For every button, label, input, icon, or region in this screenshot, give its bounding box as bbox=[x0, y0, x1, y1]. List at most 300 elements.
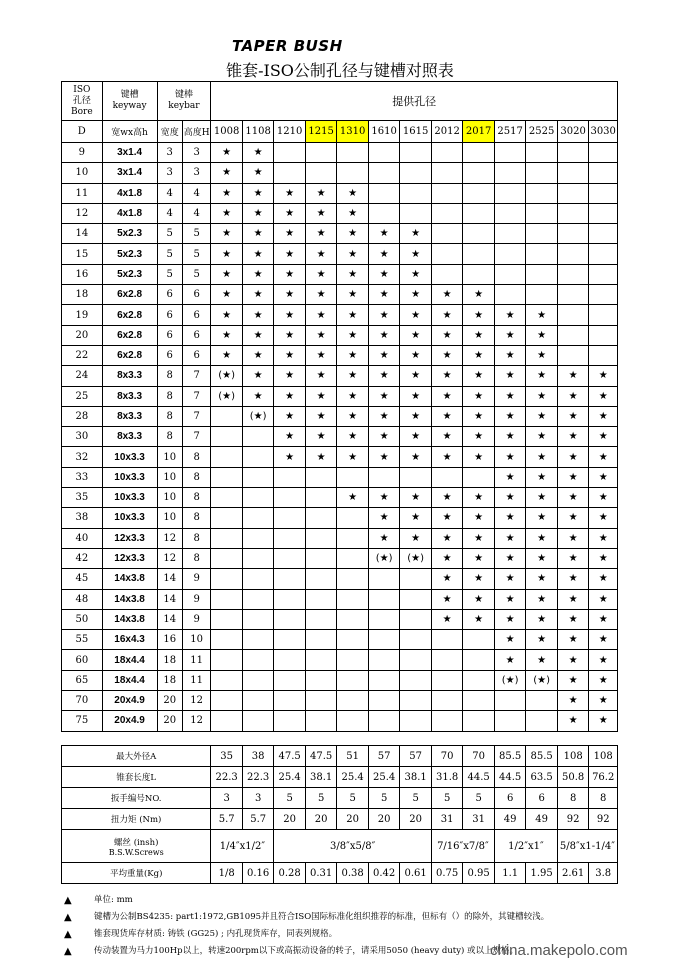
availability-cell bbox=[557, 285, 589, 305]
table-row bbox=[62, 630, 618, 650]
availability-cell bbox=[557, 630, 589, 650]
star-icon: ★ bbox=[285, 411, 295, 422]
star-icon: ★ bbox=[348, 187, 358, 199]
availability-cell bbox=[368, 224, 400, 244]
availability-cell bbox=[274, 366, 306, 386]
availability-cell bbox=[242, 163, 274, 183]
availability-cell bbox=[557, 691, 589, 711]
star-icon: ★ bbox=[411, 309, 421, 321]
bore-cell: 32 bbox=[62, 447, 103, 467]
availability-cell bbox=[431, 670, 463, 690]
spec-value: 31.8 bbox=[431, 767, 463, 788]
star-icon: ★ bbox=[598, 370, 608, 382]
availability-cell bbox=[589, 203, 618, 223]
availability-cell bbox=[368, 345, 400, 365]
availability-cell bbox=[242, 569, 274, 589]
availability-cell bbox=[337, 406, 369, 426]
star-icon: ★ bbox=[222, 248, 232, 260]
availability-cell bbox=[431, 589, 463, 609]
star-icon: ★ bbox=[348, 289, 358, 301]
availability-cell bbox=[368, 630, 400, 650]
availability-cell bbox=[589, 224, 618, 244]
spec-value: 3/8″x5/8″ bbox=[274, 830, 432, 863]
keybar-width-cell: 3 bbox=[157, 143, 182, 163]
star-icon: ★ bbox=[505, 654, 515, 666]
availability-cell bbox=[305, 589, 337, 609]
header-keyway bbox=[102, 82, 157, 121]
availability-cell bbox=[526, 609, 558, 629]
availability-cell bbox=[274, 143, 306, 163]
availability-cell bbox=[526, 203, 558, 223]
star-icon: ★ bbox=[442, 451, 452, 463]
availability-cell bbox=[526, 305, 558, 325]
availability-cell bbox=[526, 569, 558, 589]
availability-cell bbox=[494, 203, 526, 223]
availability-cell bbox=[463, 691, 495, 711]
spec-label: 最大外径A bbox=[62, 746, 211, 767]
table-row bbox=[62, 488, 618, 508]
availability-cell bbox=[589, 548, 618, 568]
availability-cell bbox=[463, 589, 495, 609]
spec-value: 0.95 bbox=[463, 863, 495, 884]
star-icon: ★ bbox=[537, 329, 547, 341]
availability-cell bbox=[242, 143, 274, 163]
availability-cell bbox=[211, 589, 243, 609]
availability-cell bbox=[526, 589, 558, 609]
keybar-height-cell: 11 bbox=[182, 670, 210, 690]
availability-cell bbox=[305, 508, 337, 528]
star-icon: ★ bbox=[505, 573, 515, 585]
availability-cell bbox=[557, 386, 589, 406]
bore-cell: 70 bbox=[62, 691, 103, 711]
keyway-cell: 10x3.3 bbox=[102, 447, 157, 467]
keybar-height-cell: 9 bbox=[182, 569, 210, 589]
keybar-width-cell: 16 bbox=[157, 630, 182, 650]
availability-cell bbox=[526, 467, 558, 487]
star-icon: ★ bbox=[598, 492, 608, 504]
availability-cell bbox=[274, 244, 306, 264]
availability-cell bbox=[305, 285, 337, 305]
star-icon: ★ bbox=[568, 471, 578, 483]
availability-cell bbox=[494, 325, 526, 345]
availability-cell bbox=[494, 691, 526, 711]
availability-cell bbox=[400, 508, 432, 528]
availability-cell bbox=[589, 488, 618, 508]
availability-cell bbox=[557, 650, 589, 670]
star-icon: ★ bbox=[316, 431, 326, 443]
star-icon: ★ bbox=[474, 411, 484, 422]
availability-cell bbox=[305, 143, 337, 163]
star-icon: ★ bbox=[411, 411, 421, 422]
availability-cell bbox=[589, 163, 618, 183]
keyway-cell: 5x2.3 bbox=[102, 264, 157, 284]
star-icon: ★ bbox=[253, 147, 263, 159]
availability-cell bbox=[242, 224, 274, 244]
availability-cell bbox=[431, 406, 463, 426]
spec-label: 锥套长度L bbox=[62, 767, 211, 788]
bore-cell: 33 bbox=[62, 467, 103, 487]
availability-cell bbox=[305, 366, 337, 386]
availability-cell bbox=[337, 427, 369, 447]
size-header-2525: 2525 bbox=[526, 121, 558, 143]
availability-cell bbox=[305, 569, 337, 589]
spec-label bbox=[62, 830, 211, 863]
header-width: 宽度 bbox=[157, 121, 182, 143]
keybar-width-cell: 5 bbox=[157, 224, 182, 244]
star-icon: ★ bbox=[474, 553, 484, 565]
availability-cell bbox=[494, 528, 526, 548]
availability-cell bbox=[305, 488, 337, 508]
availability-cell bbox=[494, 366, 526, 386]
availability-cell bbox=[337, 670, 369, 690]
star-icon: ★ bbox=[222, 309, 232, 321]
spec-value: 20 bbox=[368, 809, 400, 830]
bore-cell: 28 bbox=[62, 406, 103, 426]
availability-cell bbox=[431, 711, 463, 731]
availability-cell bbox=[557, 427, 589, 447]
availability-cell bbox=[400, 711, 432, 731]
header-keyway-line: keyway bbox=[112, 101, 147, 111]
availability-cell bbox=[557, 711, 589, 731]
spec-value: 6 bbox=[526, 788, 558, 809]
keybar-height-cell: 4 bbox=[182, 183, 210, 203]
star-icon: ★ bbox=[348, 228, 358, 240]
availability-cell bbox=[431, 569, 463, 589]
availability-cell bbox=[431, 427, 463, 447]
availability-cell bbox=[589, 650, 618, 670]
keyway-cell: 10x3.3 bbox=[102, 488, 157, 508]
availability-cell bbox=[337, 488, 369, 508]
star-icon: ★ bbox=[598, 411, 608, 422]
availability-cell bbox=[400, 143, 432, 163]
spec-value: 8 bbox=[589, 788, 618, 809]
spec-value: 31 bbox=[463, 809, 495, 830]
table-row bbox=[62, 264, 618, 284]
spec-table bbox=[61, 745, 618, 884]
availability-cell bbox=[274, 548, 306, 568]
triangle-bullet-icon: ▲ bbox=[64, 929, 72, 940]
header-bore bbox=[62, 82, 103, 121]
star-icon: ★ bbox=[316, 350, 326, 362]
availability-cell bbox=[526, 548, 558, 568]
spec-value: 8 bbox=[557, 788, 589, 809]
keyway-cell: 14x3.8 bbox=[102, 589, 157, 609]
availability-cell bbox=[211, 548, 243, 568]
star-icon: ★ bbox=[505, 492, 515, 504]
star-icon: ★ bbox=[379, 329, 389, 341]
star-icon: ★ bbox=[598, 593, 608, 605]
availability-cell bbox=[368, 569, 400, 589]
availability-cell bbox=[242, 406, 274, 426]
availability-cell bbox=[242, 244, 274, 264]
star-icon: ★ bbox=[222, 268, 232, 280]
availability-cell bbox=[526, 325, 558, 345]
bore-cell: 45 bbox=[62, 569, 103, 589]
availability-cell bbox=[431, 650, 463, 670]
availability-cell bbox=[337, 548, 369, 568]
availability-cell bbox=[526, 406, 558, 426]
star-icon: ★ bbox=[598, 674, 608, 686]
availability-cell bbox=[211, 528, 243, 548]
availability-cell bbox=[463, 325, 495, 345]
availability-cell bbox=[557, 183, 589, 203]
star-icon: ★ bbox=[442, 512, 452, 524]
star-icon: ★ bbox=[316, 268, 326, 280]
availability-cell bbox=[242, 650, 274, 670]
star-icon: ★ bbox=[474, 350, 484, 362]
availability-cell bbox=[526, 224, 558, 244]
availability-cell bbox=[274, 488, 306, 508]
star-icon: ★ bbox=[568, 451, 578, 463]
availability-cell bbox=[274, 630, 306, 650]
spec-value: 108 bbox=[557, 746, 589, 767]
header-bore-line: Bore bbox=[70, 106, 93, 117]
availability-cell bbox=[494, 650, 526, 670]
bore-cell: 12 bbox=[62, 203, 103, 223]
availability-cell bbox=[431, 528, 463, 548]
star-icon: ★ bbox=[285, 289, 295, 301]
availability-cell bbox=[494, 569, 526, 589]
keybar-width-cell: 20 bbox=[157, 711, 182, 731]
star-icon: ★ bbox=[253, 228, 263, 240]
keyway-cell: 8x3.3 bbox=[102, 406, 157, 426]
star-icon: ★ bbox=[598, 390, 608, 402]
star-shallow-icon: (★) bbox=[249, 411, 267, 422]
availability-cell bbox=[463, 670, 495, 690]
availability-cell bbox=[494, 386, 526, 406]
availability-cell bbox=[526, 508, 558, 528]
star-icon: ★ bbox=[537, 350, 547, 362]
availability-cell bbox=[211, 183, 243, 203]
table-row bbox=[62, 548, 618, 568]
availability-cell bbox=[526, 427, 558, 447]
availability-cell bbox=[368, 163, 400, 183]
keybar-height-cell: 9 bbox=[182, 609, 210, 629]
note-text: 键槽为公制BS4235: part1:1972,GB1095并且符合ISO国际标准化组织推荐的标准，但标有（）的除外，其键槽较浅。 bbox=[94, 912, 550, 922]
availability-cell bbox=[431, 630, 463, 650]
availability-cell bbox=[400, 427, 432, 447]
star-icon: ★ bbox=[316, 370, 326, 382]
star-icon: ★ bbox=[253, 289, 263, 301]
star-icon: ★ bbox=[316, 329, 326, 341]
star-shallow-icon: (★) bbox=[218, 370, 236, 382]
availability-cell bbox=[368, 386, 400, 406]
table-row bbox=[62, 285, 618, 305]
availability-cell bbox=[242, 285, 274, 305]
star-icon: ★ bbox=[568, 390, 578, 402]
keybar-width-cell: 14 bbox=[157, 609, 182, 629]
spec-value: 20 bbox=[400, 809, 432, 830]
star-icon: ★ bbox=[411, 431, 421, 443]
availability-cell bbox=[274, 650, 306, 670]
star-icon: ★ bbox=[442, 532, 452, 544]
availability-cell bbox=[400, 264, 432, 284]
availability-cell bbox=[337, 305, 369, 325]
availability-cell bbox=[305, 406, 337, 426]
header-height: 高度H bbox=[182, 121, 210, 143]
star-icon: ★ bbox=[442, 411, 452, 422]
availability-cell bbox=[305, 548, 337, 568]
availability-cell bbox=[400, 345, 432, 365]
keybar-width-cell: 4 bbox=[157, 183, 182, 203]
availability-cell bbox=[557, 508, 589, 528]
availability-cell bbox=[274, 670, 306, 690]
star-icon: ★ bbox=[316, 187, 326, 199]
availability-cell bbox=[368, 264, 400, 284]
spec-value: 3 bbox=[211, 788, 243, 809]
star-icon: ★ bbox=[442, 593, 452, 605]
table-row bbox=[62, 569, 618, 589]
availability-cell bbox=[400, 203, 432, 223]
availability-cell bbox=[274, 345, 306, 365]
spec-value: 85.5 bbox=[494, 746, 526, 767]
availability-cell bbox=[557, 345, 589, 365]
star-icon: ★ bbox=[474, 370, 484, 382]
availability-cell bbox=[494, 711, 526, 731]
table-row bbox=[62, 691, 618, 711]
availability-cell bbox=[211, 305, 243, 325]
availability-cell bbox=[589, 285, 618, 305]
keyway-cell: 18x4.4 bbox=[102, 670, 157, 690]
availability-cell bbox=[211, 691, 243, 711]
availability-cell bbox=[242, 589, 274, 609]
table-row bbox=[62, 386, 618, 406]
star-icon: ★ bbox=[568, 593, 578, 605]
star-icon: ★ bbox=[285, 329, 295, 341]
availability-cell bbox=[400, 244, 432, 264]
star-icon: ★ bbox=[316, 208, 326, 220]
star-icon: ★ bbox=[474, 329, 484, 341]
table-row bbox=[62, 650, 618, 670]
keyway-cell: 16x4.3 bbox=[102, 630, 157, 650]
availability-cell bbox=[274, 305, 306, 325]
size-header-3020: 3020 bbox=[557, 121, 589, 143]
star-shallow-icon: (★) bbox=[533, 674, 551, 686]
availability-cell bbox=[211, 325, 243, 345]
availability-cell bbox=[211, 285, 243, 305]
star-icon: ★ bbox=[505, 309, 515, 321]
size-header-1615: 1615 bbox=[400, 121, 432, 143]
star-icon: ★ bbox=[598, 471, 608, 483]
availability-cell bbox=[337, 366, 369, 386]
availability-cell bbox=[526, 650, 558, 670]
availability-cell bbox=[431, 264, 463, 284]
availability-cell bbox=[337, 711, 369, 731]
spec-value: 0.61 bbox=[400, 863, 432, 884]
availability-cell bbox=[557, 325, 589, 345]
bore-cell: 75 bbox=[62, 711, 103, 731]
keyway-cell: 6x2.8 bbox=[102, 325, 157, 345]
availability-cell bbox=[589, 630, 618, 650]
star-icon: ★ bbox=[537, 492, 547, 504]
header-keybar bbox=[157, 82, 211, 121]
star-icon: ★ bbox=[411, 350, 421, 362]
availability-cell bbox=[400, 305, 432, 325]
star-icon: ★ bbox=[537, 532, 547, 544]
star-icon: ★ bbox=[505, 613, 515, 625]
spec-value: 44.5 bbox=[494, 767, 526, 788]
availability-cell bbox=[211, 203, 243, 223]
availability-cell bbox=[274, 508, 306, 528]
availability-cell bbox=[274, 691, 306, 711]
star-icon: ★ bbox=[474, 613, 484, 625]
availability-cell bbox=[211, 508, 243, 528]
star-icon: ★ bbox=[316, 411, 326, 422]
star-icon: ★ bbox=[222, 228, 232, 240]
availability-cell bbox=[494, 589, 526, 609]
spec-row-weight bbox=[62, 863, 618, 884]
star-icon: ★ bbox=[411, 248, 421, 260]
keyway-cell: 12x3.3 bbox=[102, 528, 157, 548]
keybar-width-cell: 8 bbox=[157, 366, 182, 386]
availability-cell bbox=[274, 325, 306, 345]
bore-cell: 25 bbox=[62, 386, 103, 406]
spec-value: 49 bbox=[494, 809, 526, 830]
availability-cell bbox=[557, 143, 589, 163]
availability-cell bbox=[494, 548, 526, 568]
star-icon: ★ bbox=[348, 309, 358, 321]
keybar-height-cell: 9 bbox=[182, 589, 210, 609]
availability-cell bbox=[337, 467, 369, 487]
spec-value: 6 bbox=[494, 788, 526, 809]
spec-value: 0.16 bbox=[242, 863, 274, 884]
keybar-height-cell: 8 bbox=[182, 528, 210, 548]
star-icon: ★ bbox=[253, 187, 263, 199]
spec-value: 57 bbox=[400, 746, 432, 767]
table-row bbox=[62, 325, 618, 345]
star-icon: ★ bbox=[316, 289, 326, 301]
keybar-width-cell: 12 bbox=[157, 548, 182, 568]
size-header-1008: 1008 bbox=[211, 121, 243, 143]
spec-value: 70 bbox=[463, 746, 495, 767]
keybar-height-cell: 10 bbox=[182, 630, 210, 650]
availability-cell bbox=[337, 569, 369, 589]
star-icon: ★ bbox=[285, 390, 295, 402]
availability-cell bbox=[431, 386, 463, 406]
availability-cell bbox=[368, 366, 400, 386]
availability-cell bbox=[400, 224, 432, 244]
spec-value: 20 bbox=[305, 809, 337, 830]
availability-cell bbox=[211, 366, 243, 386]
availability-cell bbox=[463, 366, 495, 386]
availability-cell bbox=[368, 183, 400, 203]
availability-cell bbox=[305, 183, 337, 203]
spec-value: 20 bbox=[274, 809, 306, 830]
availability-cell bbox=[400, 548, 432, 568]
keyway-cell: 6x2.8 bbox=[102, 285, 157, 305]
star-icon: ★ bbox=[442, 492, 452, 504]
star-icon: ★ bbox=[568, 431, 578, 443]
table-row bbox=[62, 589, 618, 609]
star-icon: ★ bbox=[222, 167, 232, 179]
star-icon: ★ bbox=[348, 248, 358, 260]
availability-cell bbox=[305, 345, 337, 365]
star-icon: ★ bbox=[316, 248, 326, 260]
availability-cell bbox=[242, 203, 274, 223]
star-icon: ★ bbox=[253, 167, 263, 179]
table-row bbox=[62, 366, 618, 386]
spec-value: 3.8 bbox=[589, 863, 618, 884]
keybar-height-cell: 7 bbox=[182, 427, 210, 447]
header-d: D bbox=[62, 121, 103, 143]
availability-cell bbox=[557, 447, 589, 467]
availability-cell bbox=[557, 488, 589, 508]
availability-cell bbox=[431, 366, 463, 386]
availability-cell bbox=[463, 548, 495, 568]
star-icon: ★ bbox=[442, 573, 452, 585]
bore-cell: 55 bbox=[62, 630, 103, 650]
star-icon: ★ bbox=[505, 532, 515, 544]
